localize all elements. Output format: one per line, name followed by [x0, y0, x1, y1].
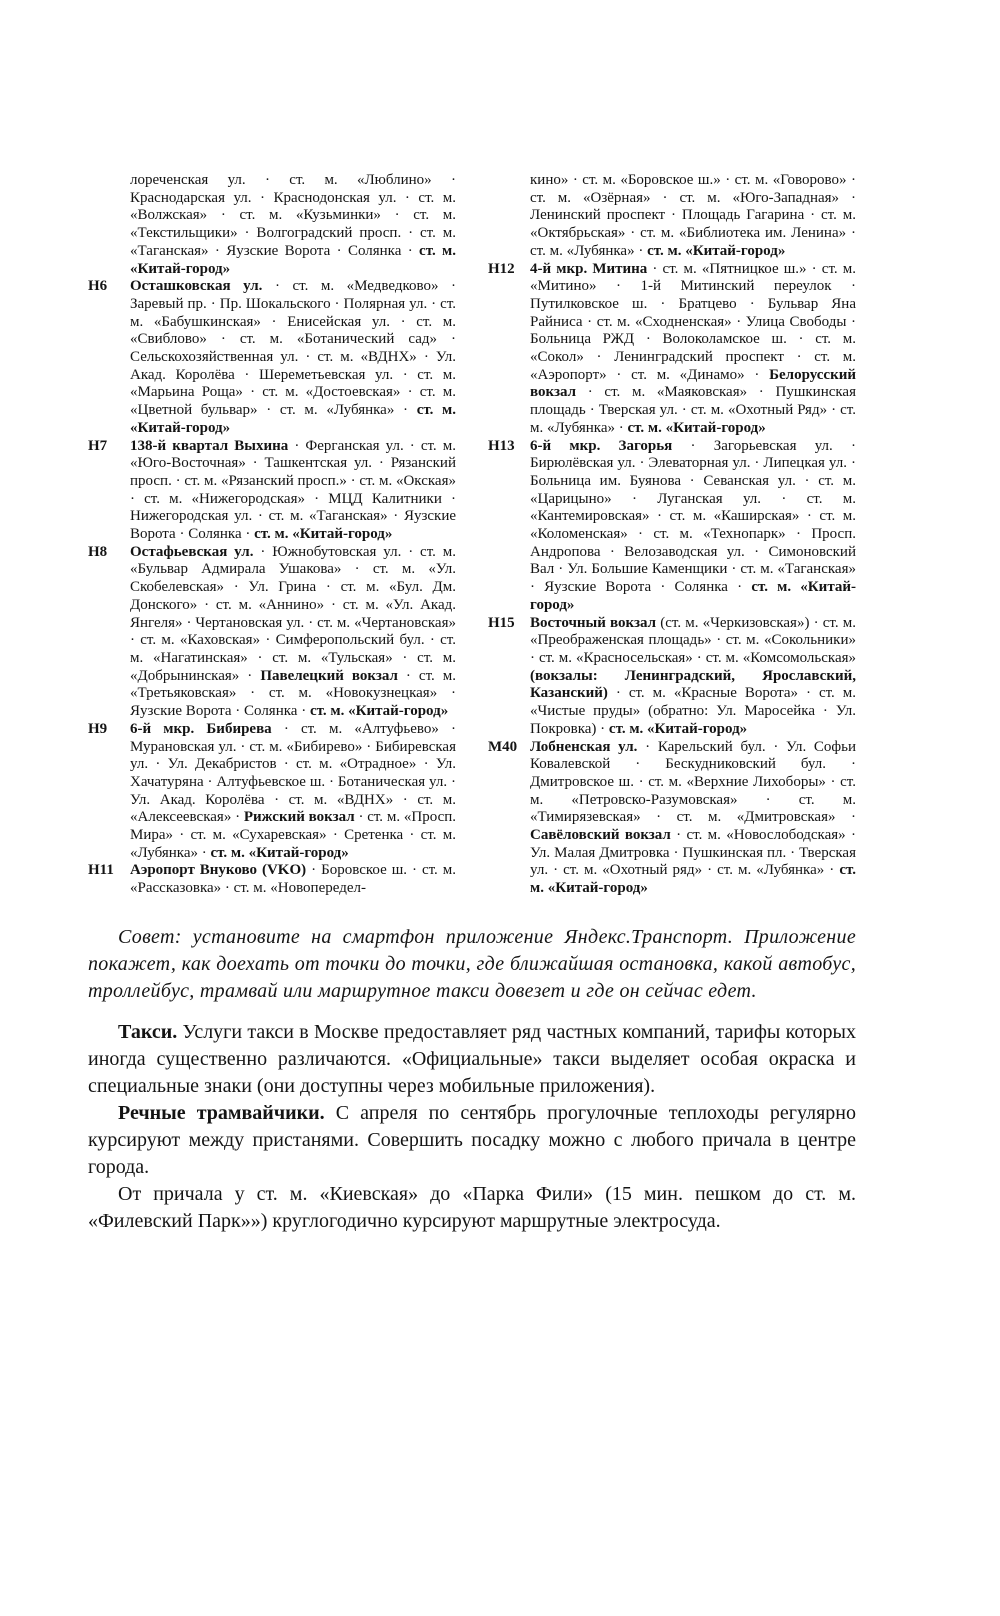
- river-trams-paragraph: [88, 1100, 856, 1181]
- route-stops-text: · Южнобутовская ул. · ст. м. «Бульвар Адмирала Ушакова» · ст. м. «Ул. Скобелевская» · Ул. Грина · ст. м. «Бул. Дм. Донского» · ст. м. «Аннино» · ст. м. «Ул. Акад. Янгеля» · Чертановская ул. · ст. м. «Чертановская» · ст. м. «Каховская» · Симферопольский бул. · ст. м. «Нагатинская» · ст. м. «Тульская» · ст. м. «Добрынинская» ·: [130, 543, 457, 684]
- route-stops-text: · ст. м. «Маяковская» · Пушкинская площадь · Тверская ул. · ст. м. «Охотный Ряд» · ст. м. «Лубянка» ·: [530, 384, 856, 436]
- route-stop-emphasis: Аэропорт Внуково (VKO): [130, 862, 307, 879]
- route-stop-emphasis: (вокзалы: Ленинградский, Ярославский, Казанский): [530, 667, 856, 702]
- route-number: Н11: [88, 862, 114, 879]
- route-stop-emphasis: ст. м. «Китай-город»: [130, 242, 456, 277]
- route-entry-Н15: [488, 615, 856, 739]
- route-number: Н6: [88, 278, 108, 295]
- route-stop-emphasis: Рижский вокзал: [243, 809, 355, 826]
- route-stop-emphasis: 6-й мкр. Бибирева: [130, 720, 272, 737]
- route-entry-Н8: [88, 544, 456, 721]
- route-entry-Н13: [488, 438, 856, 615]
- route-number: Н8: [88, 543, 108, 560]
- route-stops: [130, 438, 456, 543]
- route-continuation: [488, 172, 856, 261]
- route-stop-emphasis: Речные трамвайчики.: [118, 1101, 325, 1124]
- route-stop-emphasis: Восточный вокзал: [530, 614, 657, 631]
- route-stops-text: (ст. м. «Черкизовская») · ст. м. «Преображенская площадь» · ст. м. «Сокольники» · ст. м. «Красносельская» · ст. м. «Комсомольская»: [530, 614, 856, 666]
- route-stop-emphasis: Осташковская ул.: [130, 278, 263, 295]
- route-stops: [130, 721, 456, 861]
- route-number: Н7: [88, 437, 108, 454]
- route-stops: [530, 172, 856, 259]
- route-stops-text: · Ферганская ул. · ст. м. «Юго-Восточная» · Ташкентская ул. · Рязанский просп. · ст. м. «Рязанский просп.» · ст. м. «Окская» · ст. м. «Нижегородская» · МЦД Калитники · Нижегородская ул. · ст. м. «Таганская» · Яузские Ворота · Солянка ·: [130, 437, 456, 543]
- route-number: Н15: [488, 614, 515, 631]
- route-stops: [530, 739, 856, 897]
- route-stops-text: Услуги такси в Москве предоставляет ряд частных компаний, тарифы которых иногда существенно различаются. «Официальные» такси выделяет особая окраска и специальные знаки (они доступны через мобильные приложения).: [88, 1020, 856, 1097]
- route-stop-emphasis: ст. м. «Китай-город»: [309, 703, 449, 720]
- route-stops-text: · ст. м. «Новослободская» · Ул. Малая Дмитровка · Пушкинская пл. · Тверская ул. · ст. м. «Охотный ряд» · ст. м. «Лубянка» ·: [530, 827, 856, 879]
- route-number: Н9: [88, 720, 108, 737]
- route-stop-emphasis: 4-й мкр. Митина: [530, 260, 648, 277]
- route-stops-text: · Загорьевская ул. · Бирюлёвская ул. · Элеваторная ул. · Липецкая ул. · Больница им. Буянова · Севанская ул. · ст. м. «Царицыно» · Луганская ул. · ст. м. «Кантемировская» · ст. м. «Каширская» · ст. м. «Коломенская» · ст. м. «Технопарк» · Просп. Андропова · Велозаводская ул. · Симоновский Вал · Ул. Большие Каменщики · ст. м. «Таганская» · Яузские Ворота · Солянка ·: [530, 437, 856, 596]
- route-continuation: [88, 172, 456, 278]
- route-stops-text: От причала у ст. м. «Киевская» до «Парка Фили» (15 мин. пешком до ст. м. «Филевский Парк»») круглогодично курсируют маршрутные электросуда.: [88, 1182, 856, 1232]
- route-stops: [130, 862, 456, 896]
- route-stop-emphasis: Савёловский вокзал: [530, 827, 671, 844]
- route-stops: [530, 615, 856, 737]
- taxi-paragraph: [88, 1019, 856, 1100]
- route-stops: [130, 278, 456, 436]
- route-stops-text: · ст. м. «Алтуфьево» · Мурановская ул. · ст. м. «Бибирево» · Бибиревская ул. · Ул. Декабристов · ст. м. «Отрадное» · Ул. Хачатуряна · Алтуфьевское ш. · Ботаническая ул. · Ул. Акад. Королёва · ст. м. «ВДНХ» · ст. м. «Алексеевская» ·: [130, 720, 456, 826]
- route-stop-emphasis: ст. м. «Китай-город»: [210, 844, 349, 861]
- route-stop-emphasis: ст. м. «Китай-город»: [627, 419, 766, 436]
- route-stop-emphasis: 6-й мкр. Загорья: [530, 437, 673, 454]
- route-stop-emphasis: ст. м. «Китай-город»: [130, 402, 456, 436]
- body-text-section: [88, 924, 856, 1235]
- route-stops: [130, 544, 456, 719]
- route-stops-text: · Карельский бул. · Ул. Софьи Ковалевской · Бескудниковский бул. · Дмитровское ш. · ст. м. «Верхние Лихоборы» · ст. м. «Петровско-Разумовская» · ст. м. «Тимирязевская» · ст. м. «Дмитровская» ·: [530, 738, 856, 826]
- route-number: Н12: [488, 260, 515, 277]
- route-stops: [130, 172, 456, 277]
- route-entry-Н12: [488, 261, 856, 438]
- route-stops: [530, 438, 856, 613]
- route-stops-text: лореченская ул. · ст. м. «Люблино» · Краснодарская ул. · Краснодонская ул. · ст. м. «Волжская» · ст. м. «Кузьминки» · ст. м. «Текстильщики» · Волгоградский просп. · ст. м. «Таганская» · Яузские Ворота · Солянка ·: [130, 172, 456, 259]
- route-stop-emphasis: ст. м. «Китай-город»: [647, 242, 786, 259]
- route-stops-text: · ст. м. «Медведково» · Заревый пр. · Пр. Шокальского · Полярная ул. · ст. м. «Бабушкинская» · Енисейская ул. · ст. м. «Свиблово» · ст. м. «Ботанический сад» · Сельскохозяйственная ул. · ст. м. «ВДНХ» · Ул. Акад. Королёва · Шереметьевская ул. · ст. м. «Марьина Роща» · ст. м. «Достоевская» · ст. м. «Цветной бульвар» · ст. м. «Лубянка» ·: [130, 278, 456, 419]
- route-stops-text: · ст. м. «Третьяковская» · ст. м. «Новокузнецкая» · Яузские Ворота · Солянка ·: [130, 667, 456, 720]
- route-column-left: [88, 172, 456, 898]
- route-stop-emphasis: ст. м. «Китай-город»: [530, 579, 857, 613]
- advice-paragraph: [88, 924, 856, 1005]
- route-entry-М40: [488, 739, 856, 898]
- route-entry-Н7: [88, 438, 456, 544]
- route-number: Н13: [488, 437, 515, 454]
- route-stop-emphasis: Остафьевская ул.: [130, 543, 254, 560]
- route-stop-emphasis: Такси.: [118, 1020, 178, 1043]
- route-stop-emphasis: Белорусский вокзал: [530, 366, 856, 401]
- route-stop-emphasis: ст. м. «Китай-город»: [254, 526, 393, 543]
- route-stop-emphasis: ст. м. «Китай-город»: [608, 720, 748, 737]
- electric-boats-paragraph: [88, 1181, 856, 1235]
- route-stops: [530, 261, 856, 436]
- route-entry-Н6: [88, 278, 456, 437]
- route-stops-text: · ст. м. «Просп. Мира» · ст. м. «Сухаревская» · Сретенка · ст. м. «Лубянка» ·: [130, 809, 457, 861]
- route-stop-emphasis: ст. м. «Китай-город»: [530, 862, 856, 897]
- route-entry-Н9: [88, 721, 456, 863]
- route-stops-text: Совет: установите на смартфон приложение Яндекс.Транспорт. Приложение покажет, как доехать от точки до точки, где ближайшая остановка, какой автобус, троллейбус, трамвай или маршрутное такси довезет и где он сейчас едет.: [88, 925, 856, 1002]
- route-stops-text: С апреля по сентябрь прогулочные теплоходы регулярно курсируют между пристанями. Совершить посадку можно с любого причала в центре города.: [88, 1101, 856, 1178]
- route-stop-emphasis: Павелецкий вокзал: [260, 667, 398, 684]
- route-stop-emphasis: Лобненская ул.: [530, 738, 638, 755]
- route-entry-Н11: [88, 862, 456, 897]
- route-stop-emphasis: 138-й квартал Выхина: [130, 437, 289, 454]
- route-stops-text: · ст. м. «Пятницкое ш.» · ст. м. «Митино» · 1-й Митинский переулок · Путилковское ш. · Братцево · Бульвар Яна Райниса · ст. м. «Сходненская» · Улица Свободы · Больница РЖД · Волоколамское ш. · ст. м. «Сокол» · Ленинградский проспект · ст. м. «Аэропорт» · ст. м. «Динамо» ·: [530, 260, 856, 383]
- route-listing: [88, 172, 856, 898]
- route-number: М40: [488, 738, 518, 755]
- route-stops-text: кино» · ст. м. «Боровское ш.» · ст. м. «Говорово» · ст. м. «Озёрная» · ст. м. «Юго-Западная» · Ленинский проспект · Площадь Гагарина · ст. м. «Октябрьская» · ст. м. «Библиотека им. Ленина» · ст. м. «Лубянка» ·: [530, 172, 856, 259]
- route-stops-text: · Боровское ш. · ст. м. «Рассказовка» · ст. м. «Новопередел-: [130, 862, 456, 897]
- route-column-right: [488, 172, 856, 898]
- route-stops-text: · ст. м. «Красные Ворота» · ст. м. «Чистые пруды» (обратно: Ул. Маросейка · Ул. Покровка) ·: [530, 685, 856, 737]
